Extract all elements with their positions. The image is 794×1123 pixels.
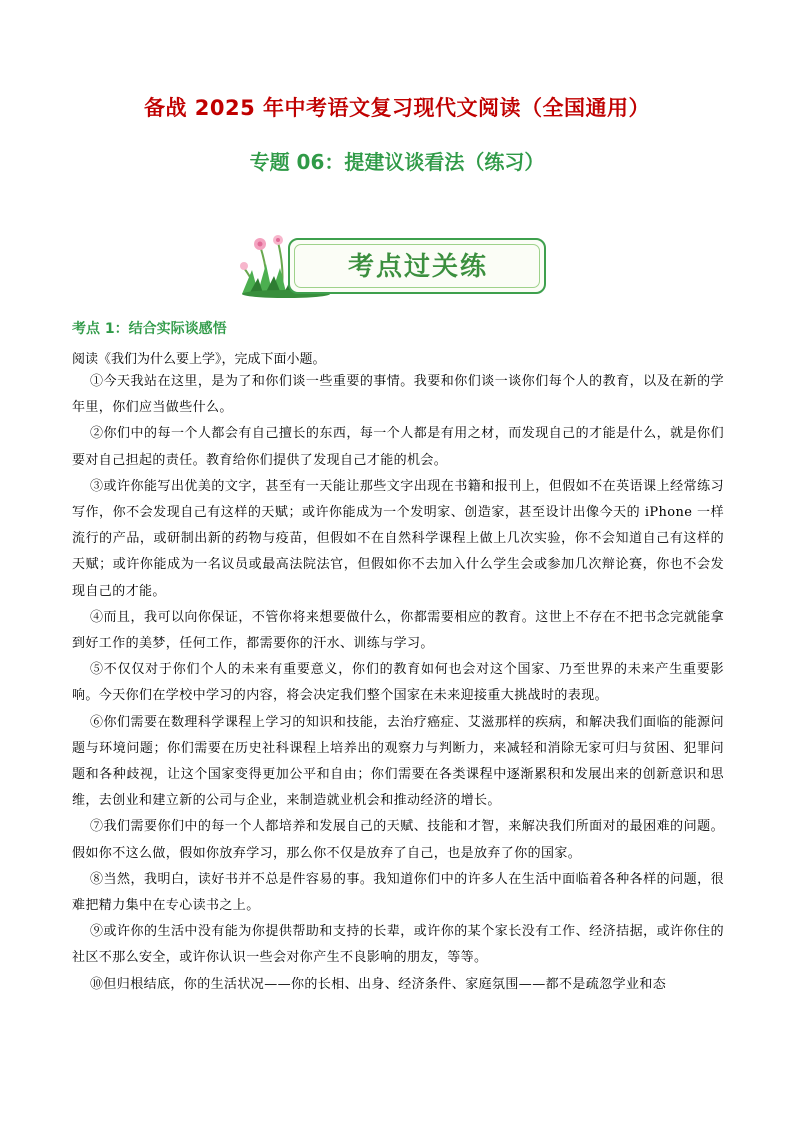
paragraph-5: ⑤不仅仅对于你们个人的未来有重要意义，你们的教育如何也会对这个国家、乃至世界的未来产生重要影响。今天你们在学校中学习的内容，将会决定我们整个国家在未来迎接重大挑战时的表现。 bbox=[72, 662, 724, 704]
paragraph-1: ①今天我站在这里，是为了和你们谈一些重要的事情。我要和你们谈一谈你们每个人的教育，以及在新的学年里，你们应当做些什么。 bbox=[72, 374, 724, 416]
paragraph-10: ⑩但归根结底，你的生活状况——你的长相、出身、经济条件、家庭氛围——都不是疏忽学业和态 bbox=[90, 976, 667, 992]
section-heading: 考点 1：结合实际谈感悟 bbox=[72, 321, 227, 337]
paragraph-3: ③或许你能写出优美的文字，甚至有一天能让那些文字出现在书籍和报刊上，但假如不在英语课上经常练习写作，你不会发现自己有这样的天赋；或许你能成为一个发明家、创造家，甚至设计出像今天的 iPhone 一样流行的产品，或研制出新的药物与疫苗，但假如不在自然科学课程上做上几次实验，你不会知道自己有这样的天赋；或许你能成为一名议员或最高法院法官，但假如你不去加入什么学生会或参加几次辩论赛，你也不会发现自己的才能。 bbox=[72, 478, 724, 599]
paragraph-2: ②你们中的每一个人都会有自己擅长的东西，每一个人都是有用之材，而发现自己的才能是什么，就是你们要对自己担起的责任。教育给你们提供了发现自己才能的机会。 bbox=[72, 426, 724, 468]
paragraph-4: ④而且，我可以向你保证，不管你将来想要做什么，你都需要相应的教育。这世上不存在不把书念完就能拿到好工作的美梦，任何工作，都需要你的汗水、训练与学习。 bbox=[72, 609, 724, 652]
document-subtitle: 专题 06：提建议谈看法（练习） bbox=[249, 150, 545, 174]
paragraph-9: ⑨或许你的生活中没有能为你提供帮助和支持的长辈，或许你的某个家长没有工作、经济拮据，或许你住的社区不那么安全，或许你认识一些会对你产生不良影响的朋友，等等。 bbox=[72, 924, 724, 966]
section-banner bbox=[238, 228, 550, 298]
article-body bbox=[72, 369, 724, 998]
reading-instruction: 阅读《我们为什么要上学》，完成下面小题。 bbox=[72, 352, 326, 367]
document-title: 备战 2025 年中考语文复习现代文阅读（全国通用） bbox=[143, 96, 651, 120]
paragraph-8: ⑧当然，我明白，读好书并不总是件容易的事。我知道你们中的许多人在生活中面临着各种各样的问题，很难把精力集中在专心读书之上。 bbox=[72, 871, 724, 914]
paragraph-7: ⑦我们需要你们中的每一个人都培养和发展自己的天赋、技能和才智，来解决我们所面对的最困难的问题。假如你不这么做，假如你放弃学习，那么你不仅是放弃了自己，也是放弃了你的国家。 bbox=[72, 819, 724, 861]
banner-label: 考点过关练 bbox=[348, 252, 489, 282]
paragraph-6: ⑥你们需要在数理科学课程上学习的知识和技能，去治疗癌症、艾滋那样的疾病，和解决我们面临的能源问题与环境问题；你们需要在历史社科课程上培养出的观察力与判断力，来减轻和消除无家可归与贫困、犯罪问题和各种歧视，让这个国家变得更加公平和自由；你们需要在各类课程中逐渐累积和发展出来的创新意识和思维，去创业和建立新的公司与企业，来制造就业机会和推动经济的增长。 bbox=[72, 714, 724, 809]
